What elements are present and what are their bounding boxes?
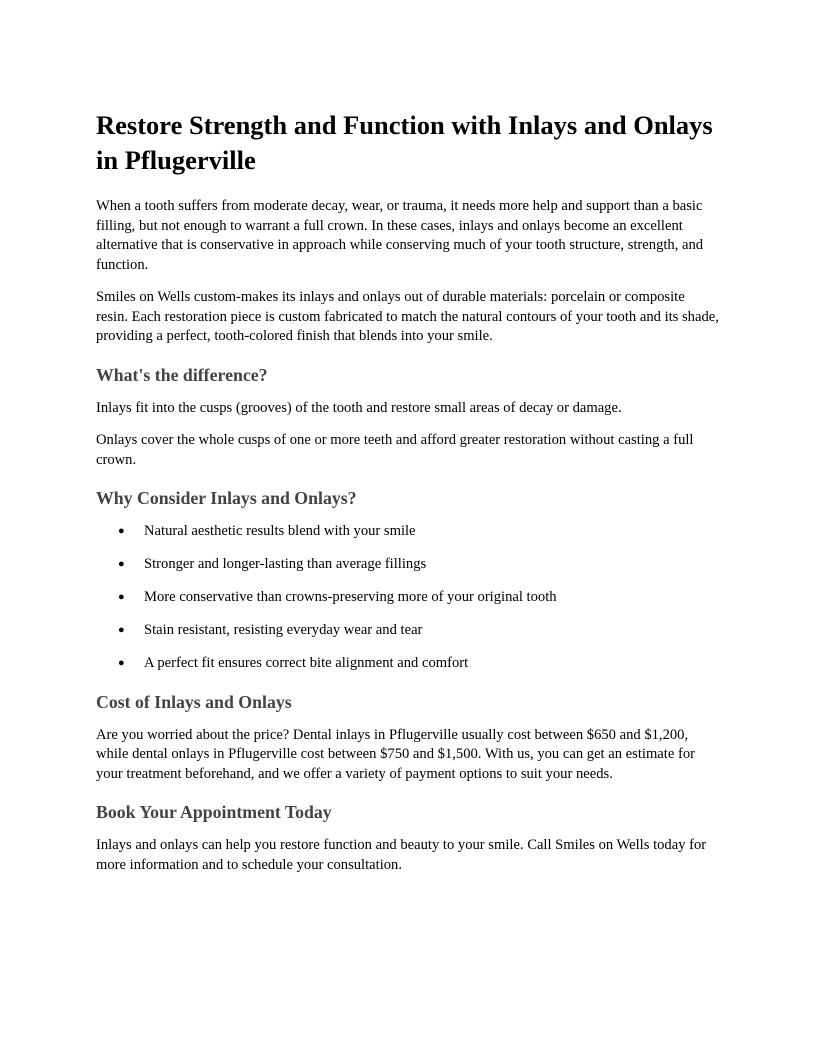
- page-title: Restore Strength and Function with Inlays and Onlays in Pflugerville: [96, 110, 713, 175]
- list-item-text: A perfect fit ensures correct bite alignment and comfort: [144, 655, 469, 671]
- cost-heading: Cost of Inlays and Onlays: [96, 691, 292, 712]
- difference-heading: What's the difference?: [96, 364, 268, 385]
- list-item: [96, 588, 720, 608]
- list-item-text: Natural aesthetic results blend with your smile: [144, 523, 416, 539]
- list-item-text: Stain resistant, resisting everyday wear and tear: [144, 622, 423, 638]
- list-item: [96, 654, 720, 674]
- list-item: [96, 522, 720, 542]
- list-item-text: More conservative than crowns-preserving more of your original tooth: [144, 589, 557, 605]
- bullet-icon: ●: [118, 624, 125, 636]
- list-item: [96, 621, 720, 641]
- intro-paragraph-1: When a tooth suffers from moderate decay, wear, or trauma, it needs more help and support than a basic filling, but not enough to warrant a full crown. In these cases, inlays and onlays become an excellent alternative that is conservative in approach while conserving much of your tooth structure, strength, and function.: [96, 198, 704, 273]
- book-heading: Book Your Appointment Today: [96, 802, 332, 822]
- bullet-icon: ●: [118, 591, 125, 603]
- bullet-icon: ●: [118, 657, 125, 669]
- bullet-icon: ●: [118, 558, 125, 570]
- bullet-icon: ●: [118, 525, 125, 537]
- benefits-list: [96, 522, 720, 674]
- cost-paragraph: Are you worried about the price? Dental inlays in Pflugerville usually cost between $650 and $1,200, while dental onlays in Pflugerville cost between $750 and $1,500. With us, you can get an estimate for your treatment beforehand, and we offer a variety of payment options to suit your needs.: [96, 726, 695, 782]
- inlays-paragraph: Inlays fit into the cusps (grooves) of the tooth and restore small areas of decay or damage.: [96, 399, 622, 416]
- intro-paragraph-2: Smiles on Wells custom-makes its inlays and onlays out of durable materials: porcelain or composite resin. Each restoration piece is custom fabricated to match the natural contours of your tooth and its shade, providing a perfect, tooth-colored finish that blends into your smile.: [96, 289, 719, 344]
- list-item-text: Stronger and longer-lasting than average fillings: [144, 556, 427, 572]
- document-page: [96, 108, 720, 888]
- onlays-paragraph: Onlays cover the whole cusps of one or more teeth and afford greater restoration without casting a full crown.: [96, 432, 694, 468]
- book-paragraph: Inlays and onlays can help you restore function and beauty to your smile. Call Smiles on Wells today for more information and to schedule your consultation.: [96, 837, 707, 873]
- list-item: [96, 555, 720, 575]
- why-heading: Why Consider Inlays and Onlays?: [96, 488, 357, 508]
